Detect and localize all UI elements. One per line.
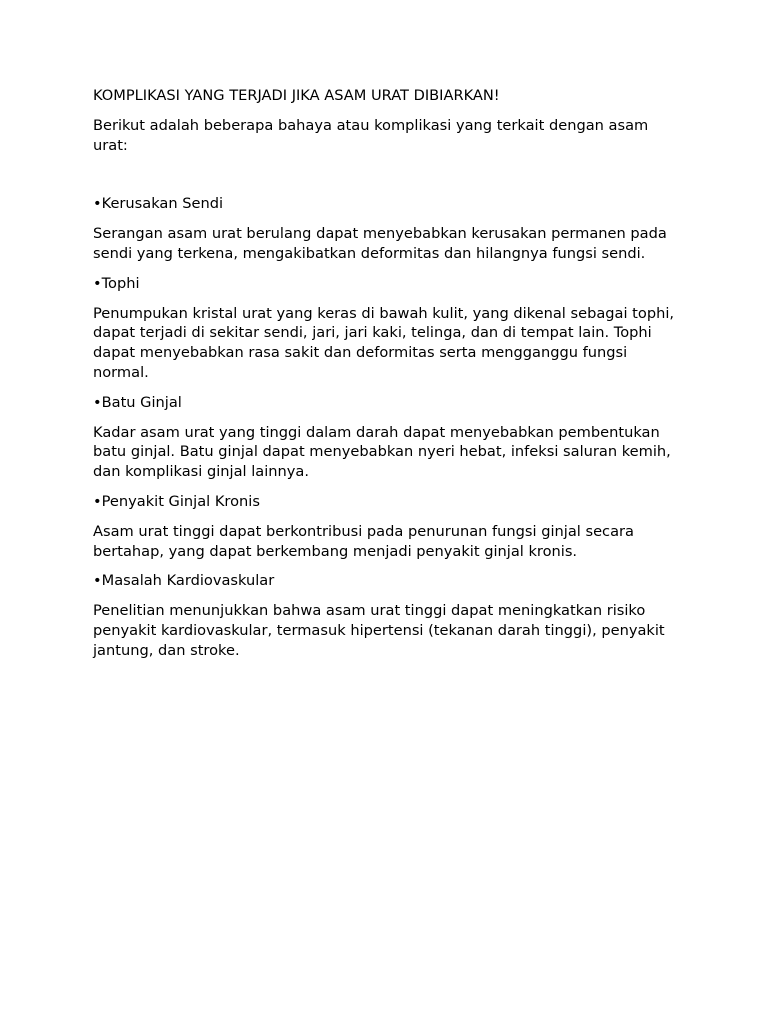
section-body-batu-ginjal: Kadar asam urat yang tinggi dalam darah dapat menyebabkan pembentukan batu ginjal. Batu ginjal dapat menyebabkan nyeri hebat, infeksi saluran kemih, dan komplikasi ginjal lainnya. [93,423,671,481]
section-body-penyakit-ginjal-kronis: Asam urat tinggi dapat berkontribusi pada penurunan fungsi ginjal secara bertahap, yang dapat berkembang menjadi penyakit ginjal kronis. [93,522,634,560]
section-body-masalah-kardiovaskular: Penelitian menunjukkan bahwa asam urat tinggi dapat meningkatkan risiko penyakit kardiovaskular, termasuk hipertensi (tekanan darah tinggi), penyakit jantung, dan stroke. [93,602,665,659]
section-heading-penyakit-ginjal-kronis: •Penyakit Ginjal Kronis [93,492,260,510]
document-page [93,86,683,671]
section-heading-tophi: •Tophi [93,274,140,292]
section-body-kerusakan-sendi: Serangan asam urat berulang dapat menyebabkan kerusakan permanen pada sendi yang terkena, mengakibatkan deformitas dan hilangnya fungsi sendi. [93,225,667,262]
intro-paragraph: Berikut adalah beberapa bahaya atau komplikasi yang terkait dengan asam urat: [93,116,649,154]
spacer [93,165,683,194]
section-heading-masalah-kardiovaskular: •Masalah Kardiovaskular [93,572,275,590]
section-heading-batu-ginjal: •Batu Ginjal [93,393,182,411]
section-heading-kerusakan-sendi: •Kerusakan Sendi [93,195,224,213]
document-title: KOMPLIKASI YANG TERJADI JIKA ASAM URAT DIBIARKAN! [93,87,500,104]
section-body-tophi: Penumpukan kristal urat yang keras di bawah kulit, yang dikenal sebagai tophi, dapat terjadi di sekitar sendi, jari, jari kaki, telinga, dan di tempat lain. Tophi dapat menyebabkan rasa sakit dan deformitas serta mengganggu fungsi normal. [93,304,675,381]
